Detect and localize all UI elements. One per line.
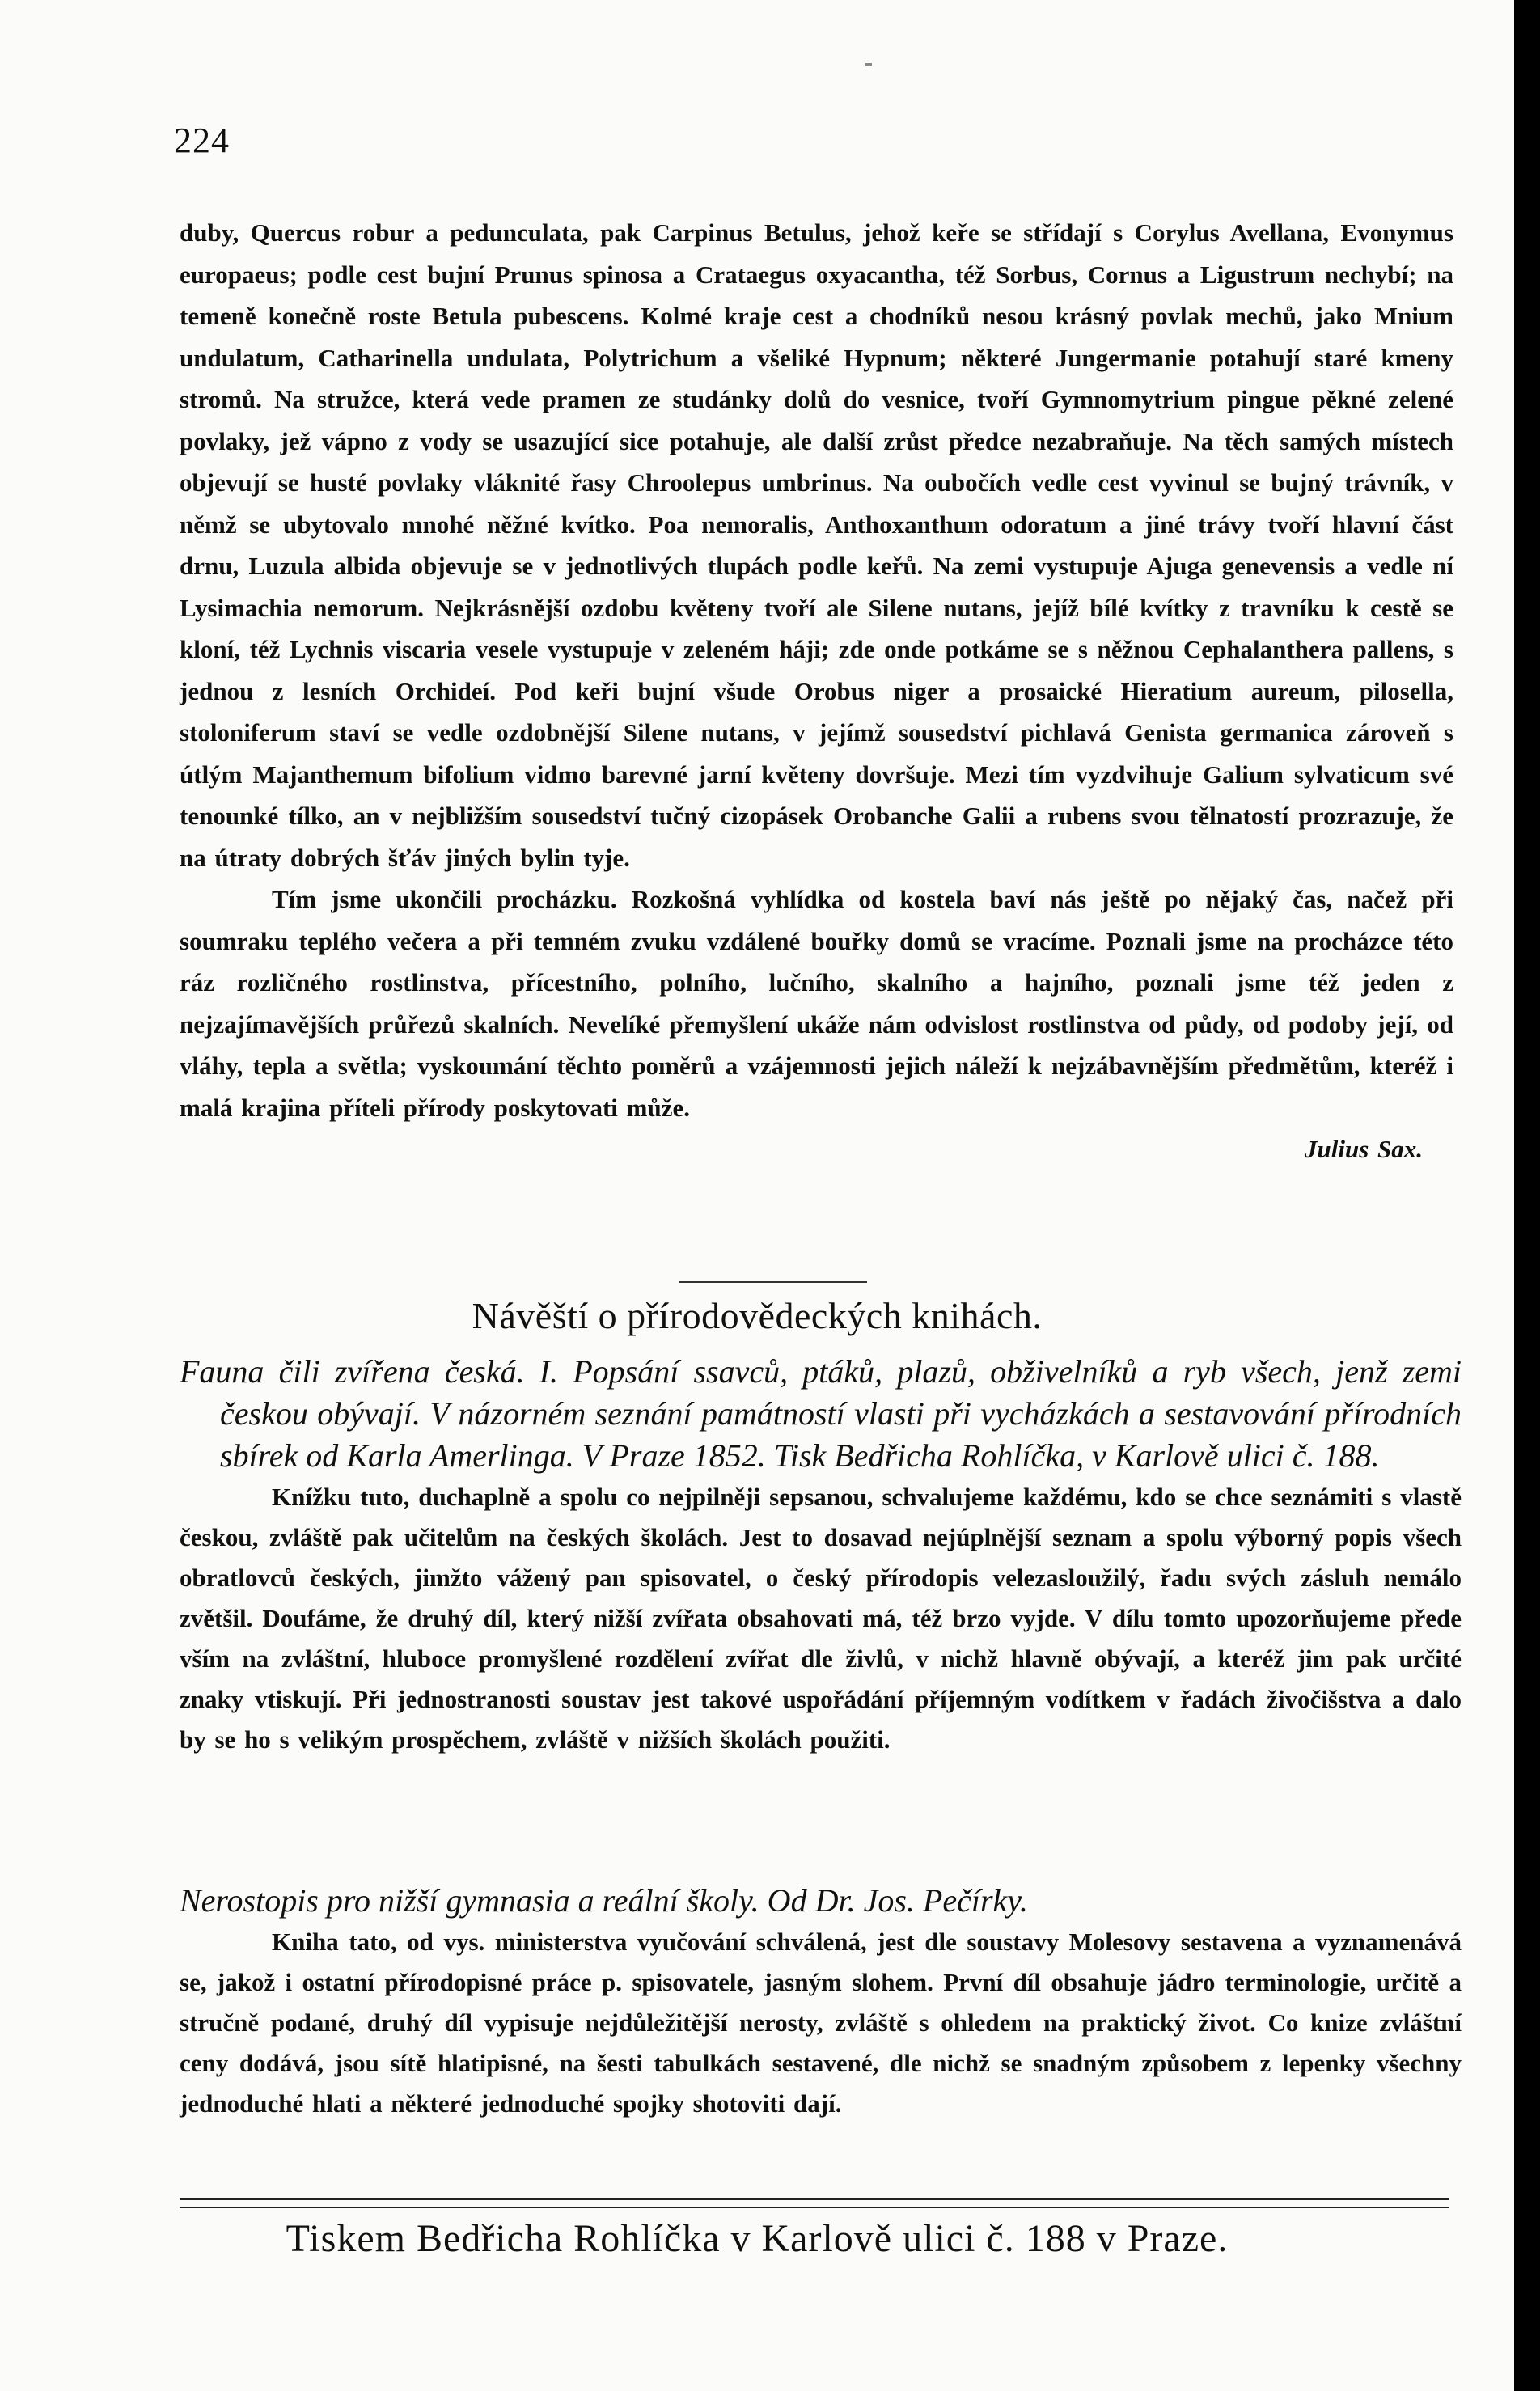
- article-signature: Julius Sax.: [1304, 1135, 1423, 1163]
- section-heading: Návěští o přírodovědeckých knihách.: [472, 1295, 1043, 1336]
- book-review: Kniha tato, od vys. ministerstva vyučování schválená, jest dle soustavy Molesovy sestavena a vyznamenává se, jakož i ostatní přírodopisné práce p. spisovatele, jasným slohem. První díl obsahuje jádro terminologie, určitě a stručně podané, druhý díl vypisuje nejdůležitější nerosty, zvláště s ohledem na praktický život. Co knize zvláštní ceny dodává, jsou sítě hlatipisné, na šesti tabulkách sestavené, dle nichž se snadným způsobem z lepenky všechny jednoduché hlati a některé jednoduché spojky shotoviti dají.: [180, 1928, 1462, 2118]
- book-title: Nerostopis pro nižší gymnasia a reální školy. Od Dr. Jos. Pečírky.: [180, 1882, 1028, 1919]
- section-divider: [679, 1281, 867, 1283]
- printer-imprint: Tiskem Bedřicha Rohlíčka v Karlově ulici č. 188 v Praze.: [286, 2217, 1229, 2260]
- article-paragraph-2: Tím jsme ukončili procházku. Rozkošná vyhlídka od kostela baví nás ještě po nějaký čas, načež při soumraku teplého večera a při temném zvuku vzdálené bouřky domů se vracíme. Poznali jsme na procházce této ráz rozličného rostlinstva, přícestního, polního, lučního, skalního a hajního, poznali jsme též jeden z nejzajímavějších průřezů skalních. Nevelíké přemyšlení ukáže nám odvislost rostlinstva od půdy, od podoby její, od vláhy, tepla a světla; vyskoumání těchto poměrů a vzájemnosti jejich náleží k nejzábavnějším předmětům, kteréž i malá krajina příteli přírody poskytovati může.: [180, 885, 1453, 1122]
- double-rule: [180, 2198, 1449, 2208]
- book-entry-1: [180, 1351, 1462, 1760]
- scan-border: [1514, 0, 1540, 2391]
- book-title: Fauna čili zvířena česká. I. Popsání ssavců, ptáků, plazů, obživelníků a ryb všech, jenž zemi českou obývají. V názorném seznání památností vlasti při vycházkách a sestavování přírodních sbírek od Karla Amerlinga. V Praze 1852. Tisk Bedřicha Rohlíčka, v Karlově ulici č. 188.: [180, 1353, 1462, 1474]
- page-number: 224: [174, 121, 230, 160]
- book-entry-2: [180, 1880, 1462, 2124]
- book-review: Knížku tuto, duchaplně a spolu co nejpilněji sepsanou, schvalujeme každému, kdo se chce seznámiti s vlastě českou, zvláště pak učitelům na českých školách. Jest to dosavad nejúplnější seznam a spolu výborný popis všech obratlovců českých, jimžto vážený pan spisovatel, o český přírodopis velezasloužilý, řadu svých zásluh nemálo zvětšil. Doufáme, že druhý díl, který nižší zvířata obsahovati má, též brzo vyjde. V dílu tomto upozorňujeme přede vším na zvláštní, hluboce promyšlené rozdělení zvířat dle živlů, v nichž hlavně obývají, a kteréž jim pak určité znaky vtiskují. Při jednostranosti soustav jest takové uspořádání příjemným vodítkem v řadách živočišstva a dalo by se ho s velikým prospěchem, zvláště v nižších školách použiti.: [180, 1483, 1462, 1754]
- scan-speck: [865, 63, 872, 66]
- article-body: [180, 212, 1453, 1170]
- article-paragraph-1: duby, Quercus robur a pedunculata, pak Carpinus Betulus, jehož keře se střídají s Corylus Avellana, Evonymus europaeus; podle cest bujní Prunus spinosa a Crataegus oxyacantha, též Sorbus, Cornus a Ligustrum nechybí; na temeně konečně roste Betula pubescens. Kolmé kraje cest a chodníků nesou krásný povlak mechů, jako Mnium undulatum, Catharinella undulata, Polytrichum a všeliké Hypnum; některé Jungermanie potahují staré kmeny stromů. Na stružce, která vede pramen ze studánky dolů do vesnice, tvoří Gymnomytrium pingue pěkné zelené povlaky, jež vápno z vody se usazující sice potahuje, ale další zrůst předce nezabraňuje. Na těch samých místech objevují se husté povlaky vláknité řasy Chroolepus umbrinus. Na oubočích vedle cest vyvinul se bujný trávník, v němž se ubytovalo mnohé něžné kvítko. Poa nemoralis, Anthoxanthum odoratum a jiné trávy tvoří hlavní část drnu, Luzula albida objevuje se v jednotlivých tlupách podle keřů. Na zemi vystupuje Ajuga genevensis a vedle ní Lysimachia nemorum. Nejkrásnější ozdobu květeny tvoří ale Silene nutans, jejíž bílé kvítky z travníku k cestě se kloní, též Lychnis viscaria vesele vystupuje v zeleném háji; zde onde potkáme se s něžnou Cephalanthera pallens, s jednou z lesních Orchideí. Pod keři bujní všude Orobus niger a prosaické Hieratium aureum, pilosella, stoloniferum staví se vedle ozdobnější Silene nutans, v jejímž sousedství pichlavá Genista germanica zároveň s útlým Majanthemum bifolium vidmo barevné jarní květeny dovršuje. Mezi tím vyzdvihuje Galium sylvaticum své tenounké tílko, an v nejbližším sousedství tučný cizopásek Orobanche Galii a rubens svou tělnatostí prozrazuje, že na útraty dobrých šťáv jiných bylin tyje.: [180, 218, 1453, 872]
